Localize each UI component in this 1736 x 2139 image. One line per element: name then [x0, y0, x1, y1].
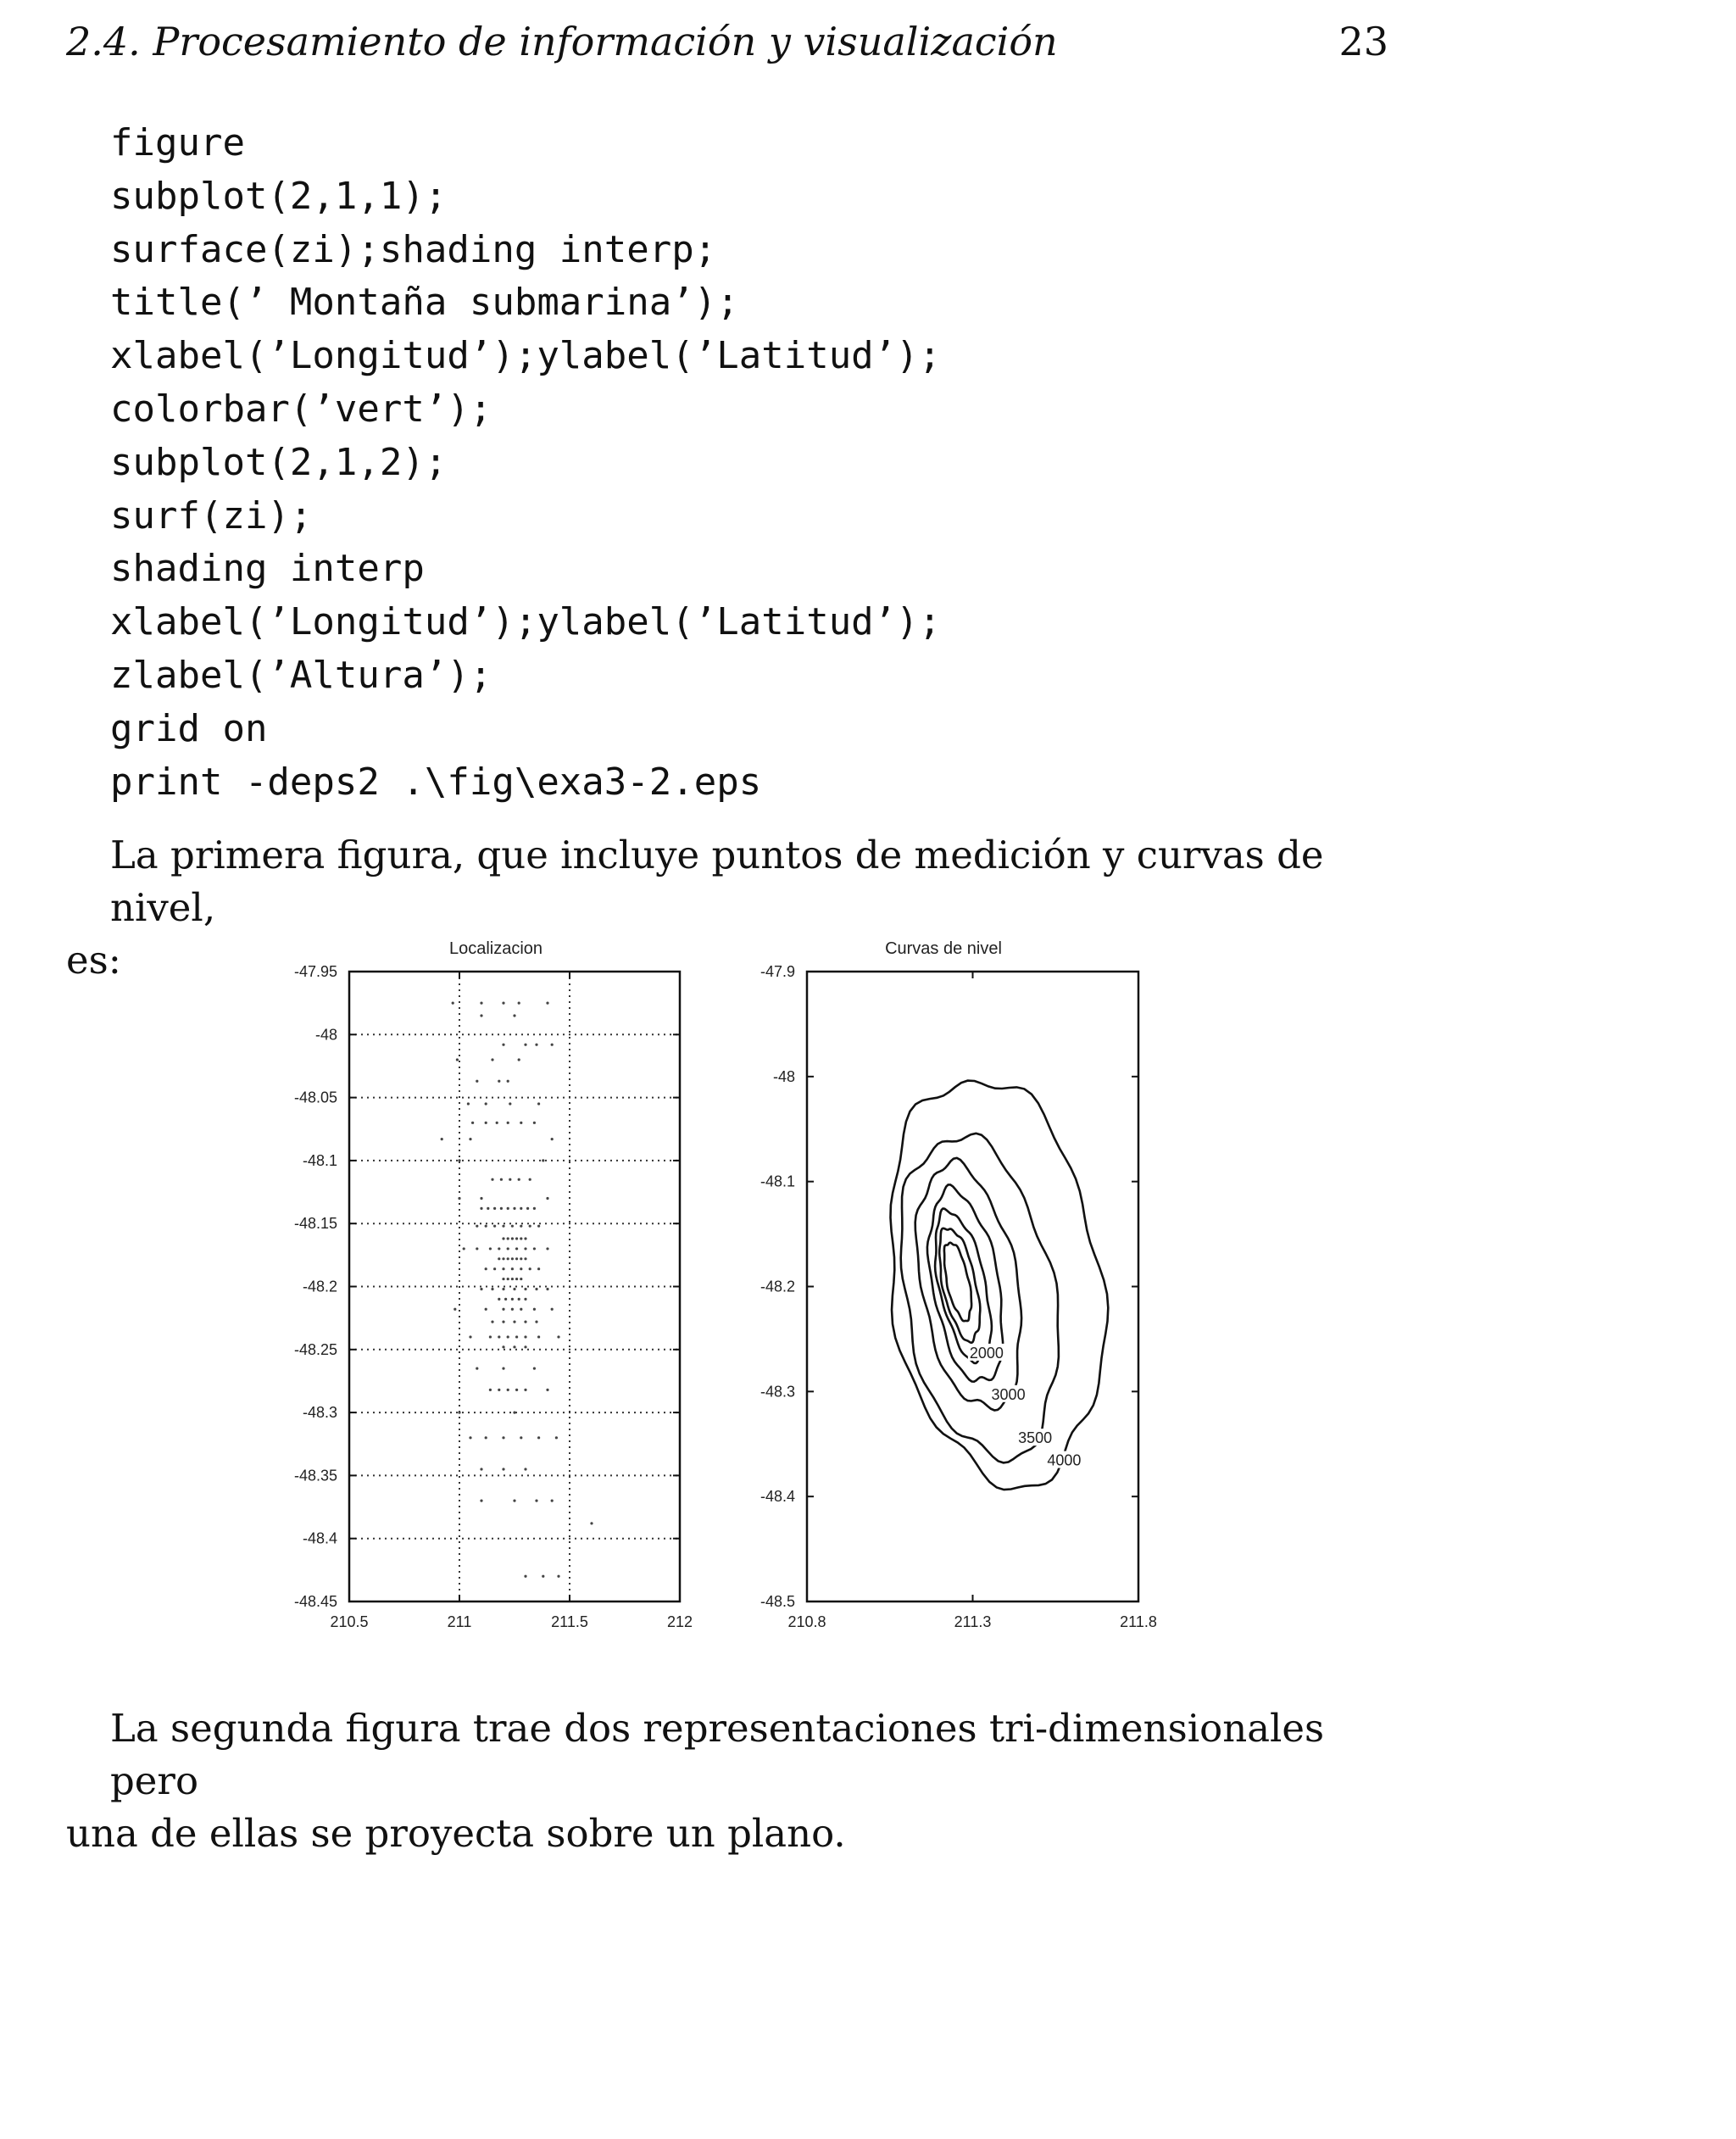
measurement-point [555, 1436, 558, 1439]
measurement-point [498, 1257, 500, 1260]
code-line: subplot(2,1,1); [110, 174, 448, 218]
measurement-point [520, 1225, 522, 1228]
measurement-point [524, 1321, 526, 1323]
measurement-point [511, 1308, 514, 1311]
y-tick-label: -48.45 [293, 1593, 337, 1610]
measurement-point [513, 1288, 515, 1290]
measurement-point [469, 1138, 471, 1140]
measurement-point [511, 1278, 514, 1280]
measurement-point [469, 1335, 471, 1338]
contour-label: 4000 [1047, 1451, 1082, 1469]
measurement-point [485, 1308, 487, 1311]
figure-canvas [254, 933, 1170, 1645]
measurement-point [480, 1002, 482, 1005]
measurement-point [502, 1267, 504, 1270]
x-tick-label: 211.8 [1120, 1613, 1157, 1630]
y-tick-label: -48.1 [302, 1151, 337, 1169]
contour-label: 3500 [1018, 1429, 1053, 1447]
measurement-point [520, 1267, 522, 1270]
measurement-point [498, 1335, 500, 1338]
measurement-point [520, 1257, 522, 1260]
measurement-point [529, 1178, 531, 1181]
measurement-point [480, 1288, 482, 1290]
measurement-point [546, 1288, 548, 1290]
y-tick-label: -47.95 [293, 963, 337, 980]
measurement-point [500, 1207, 503, 1210]
y-tick-label: -48.05 [293, 1089, 337, 1106]
measurement-point [485, 1225, 487, 1228]
measurement-point [507, 1207, 509, 1210]
measurement-point [502, 1044, 504, 1046]
measurement-point [502, 1436, 504, 1439]
measurement-point [513, 1321, 515, 1323]
figure-location-contours [254, 933, 1170, 1645]
measurement-point [520, 1122, 522, 1124]
measurement-point [507, 1080, 509, 1083]
measurement-point [502, 1321, 504, 1323]
measurement-point [476, 1225, 478, 1228]
measurement-point [524, 1247, 526, 1250]
measurement-point [507, 1257, 509, 1260]
measurement-point [467, 1102, 470, 1105]
paragraph-line: una de ellas se proyecta sobre un plano. [66, 1811, 846, 1856]
measurement-point [537, 1225, 540, 1228]
measurement-point [498, 1389, 500, 1391]
y-tick-label: -48 [772, 1067, 795, 1085]
measurement-point [452, 1002, 454, 1005]
measurement-point [515, 1335, 518, 1338]
measurement-point [511, 1298, 514, 1301]
measurement-point [524, 1298, 526, 1301]
measurement-point [524, 1575, 526, 1578]
measurement-point [498, 1080, 500, 1083]
measurement-point [502, 1308, 504, 1311]
measurement-point [513, 1345, 515, 1348]
measurement-point [520, 1436, 522, 1439]
measurement-point [489, 1389, 492, 1391]
code-line: xlabel(’Longitud’);ylabel(’Latitud’); [110, 600, 942, 644]
paragraph-line: La segunda figura trae dos representaciones tri-dimensionales pero [110, 1706, 1325, 1803]
code-line: figure [110, 121, 245, 164]
paragraph-closing [66, 1702, 1388, 1860]
measurement-point [529, 1225, 531, 1228]
code-listing [110, 117, 941, 809]
x-tick-label: 211.3 [954, 1613, 992, 1630]
chart-curvas-de-nivel [760, 939, 1157, 1630]
measurement-point [458, 1197, 460, 1200]
measurement-point [507, 1122, 509, 1124]
measurement-point [507, 1278, 509, 1280]
measurement-point [458, 1412, 460, 1414]
chart-title: Curvas de nivel [885, 939, 1002, 958]
measurement-point [515, 1278, 518, 1280]
measurement-point [507, 1237, 509, 1239]
measurement-point [458, 1159, 460, 1161]
measurement-point [524, 1288, 526, 1290]
measurement-point [480, 1500, 482, 1502]
y-tick-label: -48.3 [302, 1404, 337, 1422]
measurement-point [533, 1247, 536, 1250]
y-tick-label: -48.25 [293, 1340, 337, 1358]
measurement-point [504, 1298, 507, 1301]
measurement-point [502, 1345, 504, 1348]
measurement-point [502, 1288, 504, 1290]
measurement-point [533, 1367, 536, 1369]
measurement-point [515, 1389, 518, 1391]
measurement-point [518, 1298, 520, 1301]
measurement-point [526, 1207, 529, 1210]
x-tick-label: 211 [447, 1613, 472, 1630]
chart-title: Localizacion [448, 939, 543, 958]
measurement-point [537, 1335, 540, 1338]
measurement-point [513, 1014, 515, 1017]
measurement-point [546, 1389, 548, 1391]
paragraph-line: es: [66, 938, 121, 983]
measurement-point [524, 1237, 526, 1239]
measurement-point [489, 1335, 492, 1338]
measurement-point [546, 1197, 548, 1200]
measurement-point [590, 1522, 593, 1524]
measurement-point [551, 1500, 554, 1502]
measurement-point [533, 1308, 536, 1311]
measurement-point [507, 1335, 509, 1338]
measurement-point [524, 1389, 526, 1391]
measurement-point [537, 1102, 540, 1105]
measurement-point [551, 1044, 554, 1046]
measurement-point [476, 1367, 478, 1369]
measurement-point [533, 1122, 536, 1124]
measurement-point [502, 1237, 504, 1239]
measurement-point [500, 1178, 503, 1181]
measurement-point [537, 1436, 540, 1439]
measurement-point [557, 1335, 559, 1338]
measurement-point [502, 1468, 504, 1470]
measurement-point [524, 1044, 526, 1046]
measurement-point [513, 1500, 515, 1502]
measurement-point [476, 1247, 478, 1250]
x-tick-label: 212 [666, 1613, 693, 1630]
measurement-point [502, 1257, 504, 1260]
measurement-point [485, 1267, 487, 1270]
measurement-point [469, 1436, 471, 1439]
measurement-point [524, 1335, 526, 1338]
page-number: 23 [1338, 19, 1388, 64]
measurement-point [513, 1412, 515, 1414]
measurement-point [524, 1257, 526, 1260]
measurement-point [507, 1247, 509, 1250]
measurement-point [546, 1247, 548, 1250]
code-line: surface(zi);shading interp; [110, 227, 717, 271]
measurement-point [524, 1468, 526, 1470]
code-line: shading interp [110, 547, 425, 591]
measurement-point [485, 1122, 487, 1124]
y-tick-label: -48.5 [760, 1593, 795, 1610]
measurement-point [511, 1225, 514, 1228]
measurement-point [520, 1207, 522, 1210]
y-tick-label: -48.35 [293, 1467, 337, 1484]
measurement-point [518, 1058, 520, 1061]
measurement-point [502, 1002, 504, 1005]
measurement-point [491, 1178, 493, 1181]
measurement-point [518, 1002, 520, 1005]
measurement-point [491, 1288, 493, 1290]
y-tick-label: -48.15 [293, 1215, 337, 1233]
measurement-point [520, 1308, 522, 1311]
measurement-point [542, 1575, 544, 1578]
code-line: subplot(2,1,2); [110, 440, 448, 484]
measurement-point [524, 1345, 526, 1348]
plot-frame [349, 972, 680, 1601]
measurement-point [493, 1267, 496, 1270]
y-tick-label: -48.2 [302, 1278, 337, 1295]
measurement-point [502, 1225, 504, 1228]
measurement-point [529, 1267, 531, 1270]
measurement-point [493, 1207, 496, 1210]
code-line: xlabel(’Longitud’);ylabel(’Latitud’); [110, 334, 942, 378]
y-tick-label: -48 [314, 1026, 337, 1044]
measurement-point [507, 1389, 509, 1391]
y-tick-label: -48.1 [760, 1173, 795, 1190]
x-tick-label: 210.8 [787, 1613, 826, 1630]
code-line: zlabel(’Altura’); [110, 653, 492, 697]
measurement-point [542, 1159, 544, 1161]
code-line: surf(zi); [110, 493, 313, 538]
measurement-point [463, 1247, 465, 1250]
measurement-point [535, 1044, 537, 1046]
measurement-point [557, 1575, 559, 1578]
measurement-point [496, 1122, 498, 1124]
measurement-point [471, 1122, 474, 1124]
measurement-point [520, 1237, 522, 1239]
code-line: grid on [110, 706, 268, 750]
measurement-point [491, 1321, 493, 1323]
y-tick-label: -48.4 [302, 1529, 337, 1547]
measurement-point [511, 1267, 514, 1270]
measurement-point [498, 1298, 500, 1301]
running-header [66, 19, 1388, 70]
measurement-point [515, 1237, 518, 1239]
measurement-point [498, 1247, 500, 1250]
measurement-point [518, 1178, 520, 1181]
measurement-point [485, 1436, 487, 1439]
code-line: colorbar(’vert’); [110, 387, 492, 431]
measurement-point [441, 1138, 443, 1140]
measurement-point [535, 1500, 537, 1502]
measurement-point [533, 1207, 536, 1210]
measurement-point [502, 1367, 504, 1369]
x-tick-label: 210.5 [330, 1613, 369, 1630]
section-title: 2.4. Procesamiento de información y visualización [66, 19, 1058, 64]
measurement-point [493, 1225, 496, 1228]
plot-frame [807, 972, 1138, 1601]
measurement-point [515, 1247, 518, 1250]
contour-label: 3000 [991, 1385, 1026, 1403]
measurement-point [485, 1102, 487, 1105]
measurement-point [491, 1058, 493, 1061]
measurement-point [480, 1468, 482, 1470]
measurement-point [509, 1178, 511, 1181]
measurement-point [520, 1278, 522, 1280]
measurement-point [546, 1002, 548, 1005]
y-tick-label: -47.9 [760, 963, 795, 980]
measurement-point [513, 1207, 515, 1210]
y-tick-label: -48.2 [760, 1278, 795, 1295]
measurement-point [511, 1257, 514, 1260]
measurement-point [551, 1138, 554, 1140]
measurement-point [535, 1288, 537, 1290]
measurement-point [453, 1308, 456, 1311]
measurement-point [480, 1014, 482, 1017]
measurement-point [535, 1321, 537, 1323]
chart-localizacion [294, 939, 693, 1630]
measurement-point [509, 1102, 511, 1105]
measurement-point [456, 1058, 459, 1061]
y-tick-label: -48.3 [760, 1383, 795, 1401]
measurement-point [511, 1237, 514, 1239]
y-tick-label: -48.4 [760, 1488, 795, 1506]
measurement-point [489, 1247, 492, 1250]
measurement-point [537, 1267, 540, 1270]
paragraph-line: La primera figura, que incluye puntos de medición y curvas de nivel, [110, 833, 1324, 930]
measurement-point [480, 1197, 482, 1200]
measurement-point [476, 1080, 478, 1083]
x-tick-label: 211.5 [551, 1613, 588, 1630]
measurement-point [551, 1308, 554, 1311]
measurement-point [487, 1207, 489, 1210]
code-line: print -deps2 .\fig\exa3-2.eps [110, 760, 762, 804]
measurement-point [502, 1278, 504, 1280]
measurement-point [515, 1257, 518, 1260]
code-line: title(’ Montaña submarina’); [110, 281, 739, 325]
contour-label: 2000 [969, 1344, 1004, 1362]
measurement-point [480, 1207, 482, 1210]
